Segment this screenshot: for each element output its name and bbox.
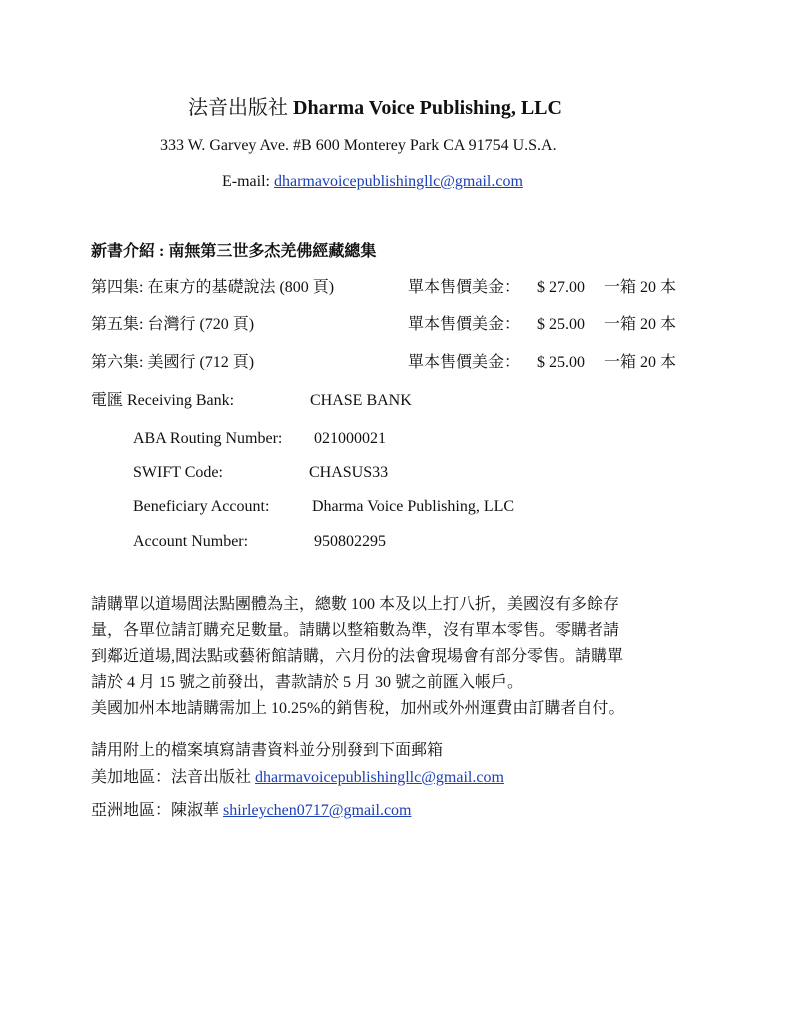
book-price: $ 25.00 bbox=[537, 354, 585, 371]
book-title: 第六集: 美國行 (712 頁) bbox=[91, 354, 255, 371]
order-notes bbox=[91, 592, 731, 722]
order-note-line: 量，各單位請訂購充足數量。請購以整箱數為準，沒有單本零售。零購者請 bbox=[91, 622, 620, 639]
email-line bbox=[222, 172, 523, 192]
book-title: 第四集: 在東方的基礎說法 (800 頁) bbox=[91, 279, 335, 296]
account-number-label: Account Number: bbox=[133, 533, 249, 550]
book-price-label: 單本售價美金： bbox=[408, 316, 521, 333]
order-note-line: 到鄰近道場,閭法點或藝術館請購，六月份的法會現場會有部分零售。請購單 bbox=[91, 648, 624, 665]
book-price: $ 27.00 bbox=[537, 279, 585, 296]
email-label: E-mail: bbox=[222, 173, 274, 190]
aba-routing-label: ABA Routing Number: bbox=[133, 430, 283, 447]
book-price-label: 單本售價美金： bbox=[408, 354, 521, 371]
aba-routing-value: 021000021 bbox=[314, 430, 386, 447]
publisher-name-cn: 法音出版社 bbox=[188, 97, 288, 119]
receiving-bank-label: 電匯 Receiving Bank: bbox=[91, 392, 235, 409]
publisher-name-en: Dharma Voice Publishing, LLC bbox=[293, 97, 562, 119]
book-price: $ 25.00 bbox=[537, 316, 585, 333]
new-books-heading: 新書介紹 : 南無第三世多杰羌佛經藏總集 bbox=[91, 243, 377, 260]
book-box-quantity: 一箱 20 本 bbox=[604, 354, 677, 371]
north-america-email-link[interactable]: dharmavoicepublishingllc@gmail.com bbox=[255, 769, 504, 786]
swift-code-label: SWIFT Code: bbox=[133, 464, 223, 481]
book-title: 第五集: 台灣行 (720 頁) bbox=[91, 316, 255, 333]
publisher-email-link[interactable]: dharmavoicepublishingllc@gmail.com bbox=[273, 173, 523, 190]
book-box-quantity: 一箱 20 本 bbox=[604, 279, 677, 296]
contact-instruction: 請用附上的檔案填寫請書資料並分別發到下面郵箱 bbox=[91, 742, 444, 759]
publisher-address: 333 W. Garvey Ave. #B 600 Monterey Park CA 91754 U.S.A. bbox=[160, 137, 557, 154]
receiving-bank-name: CHASE BANK bbox=[310, 392, 412, 409]
contact-north-america bbox=[91, 768, 504, 788]
contact-asia bbox=[91, 801, 411, 821]
beneficiary-account-label: Beneficiary Account: bbox=[133, 498, 270, 515]
swift-code-value: CHASUS33 bbox=[309, 464, 389, 481]
account-number-value: 950802295 bbox=[314, 533, 386, 550]
page-title bbox=[188, 95, 562, 121]
beneficiary-account-value: Dharma Voice Publishing, LLC bbox=[312, 498, 515, 515]
order-note-line: 請於 4 月 15 號之前發出，書款請於 5 月 30 號之前匯入帳戶。 bbox=[91, 674, 524, 691]
order-note-line: 美國加州本地請購需加上 10.25%的銷售稅，加州或外州運費由訂購者自付。 bbox=[91, 700, 625, 717]
asia-label: 亞洲地區：陳淑華 bbox=[91, 802, 224, 819]
book-price-label: 單本售價美金： bbox=[408, 279, 521, 296]
asia-email-link[interactable]: shirleychen0717@gmail.com bbox=[223, 802, 412, 819]
order-note-line: 請購單以道場閭法點團體為主，總數 100 本及以上打八折，美國沒有多餘存 bbox=[91, 596, 620, 613]
north-america-label: 美加地區：法音出版社 bbox=[91, 769, 256, 786]
book-box-quantity: 一箱 20 本 bbox=[604, 316, 677, 333]
